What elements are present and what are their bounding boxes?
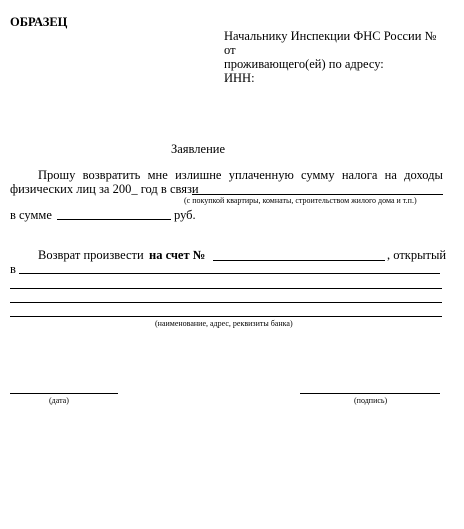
signature-hint: (подпись) xyxy=(354,396,388,405)
addressee-line-4: ИНН: xyxy=(224,71,255,85)
reason-hint: (с покупкой квартиры, комнаты, строительством жилого дома и т.п.) xyxy=(184,196,417,205)
request-word: возвратить xyxy=(82,168,141,182)
reason-blank-line[interactable] xyxy=(192,194,443,195)
sample-label: ОБРАЗЕЦ xyxy=(10,15,68,29)
bank-blank-line-4[interactable] xyxy=(10,316,442,317)
request-word: излишне xyxy=(175,168,222,182)
signature-blank-line[interactable] xyxy=(300,393,440,394)
request-word: на xyxy=(384,168,397,182)
date-blank-line[interactable] xyxy=(10,393,118,394)
amount-suffix: руб. xyxy=(174,208,196,222)
request-word: доходы xyxy=(404,168,443,182)
bank-blank-line-2[interactable] xyxy=(10,288,442,289)
addressee-line-3: проживающего(ей) по адресу: xyxy=(224,57,384,71)
request-word: уплаченную xyxy=(228,168,294,182)
addressee-line-2: от xyxy=(224,43,236,57)
amount-blank-line[interactable] xyxy=(57,219,171,220)
account-number-blank-line[interactable] xyxy=(213,260,385,261)
document-title: Заявление xyxy=(171,142,226,156)
bank-prefix: в xyxy=(10,262,16,276)
refund-text-end: , открытый xyxy=(387,248,447,262)
request-word: налога xyxy=(341,168,378,182)
bank-blank-line-1[interactable] xyxy=(19,273,440,274)
request-word: Прошу xyxy=(38,168,76,182)
request-word: мне xyxy=(147,168,168,182)
account-number-label: на счет № xyxy=(149,248,206,262)
request-paragraph-line-2: физических лиц за 200_ год в связи xyxy=(10,182,199,196)
request-word: сумму xyxy=(301,168,335,182)
refund-text-start: Возврат произвести xyxy=(38,248,144,262)
date-hint: (дата) xyxy=(49,396,69,405)
bank-blank-line-3[interactable] xyxy=(10,302,442,303)
amount-prefix: в сумме xyxy=(10,208,52,222)
bank-hint: (наименование, адрес, реквизиты банка) xyxy=(155,319,293,328)
request-paragraph-line-1 xyxy=(38,168,443,182)
addressee-line-1: Начальнику Инспекции ФНС России № xyxy=(224,29,437,43)
